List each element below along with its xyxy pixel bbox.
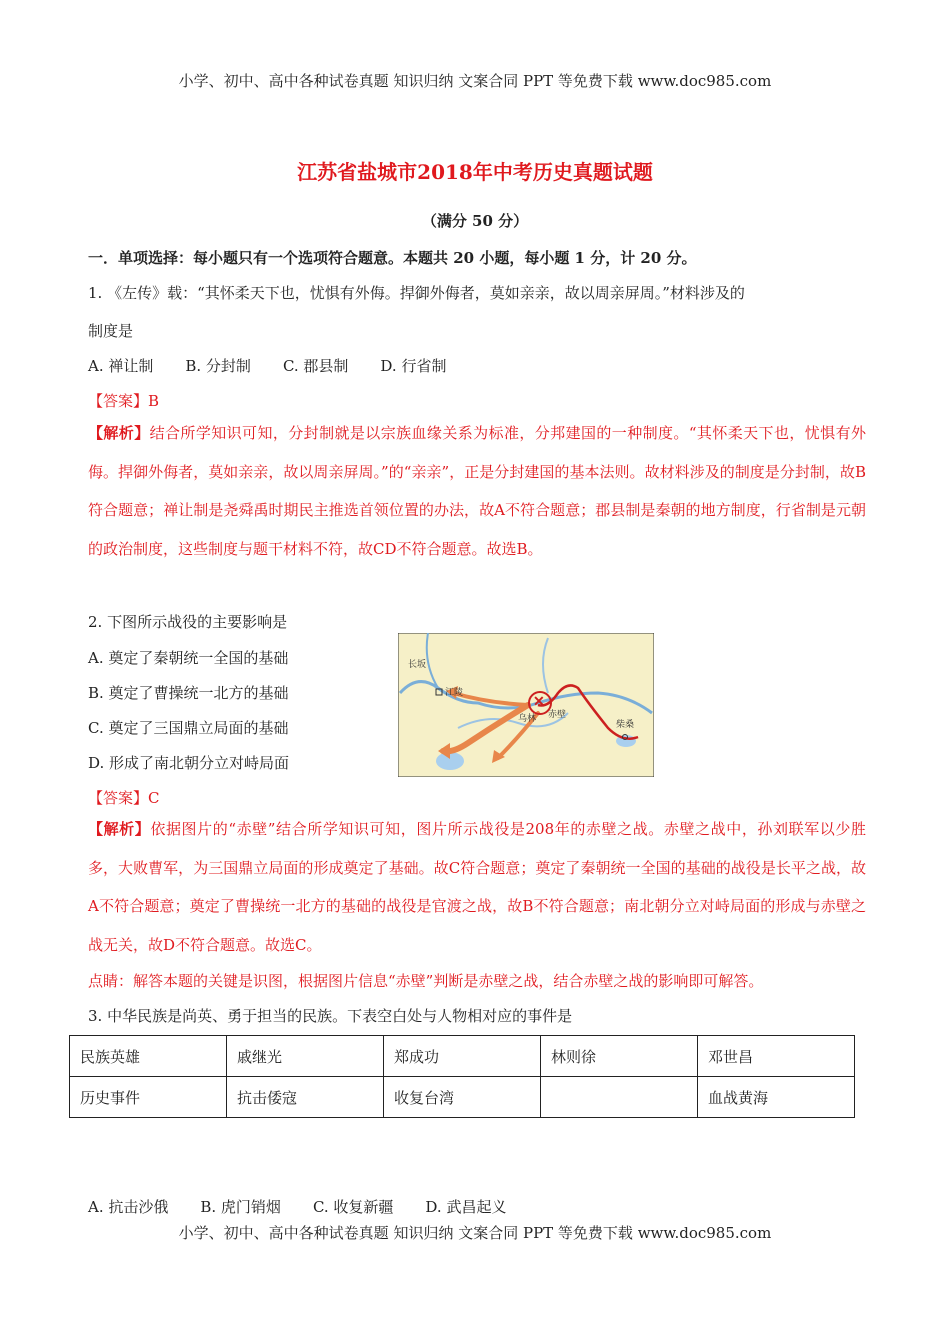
q3-option-c: C. 收复新疆 <box>312 1198 394 1216</box>
q1-option-b: B. 分封制 <box>185 357 251 375</box>
q1-option-d: D. 行省制 <box>380 357 447 375</box>
table-row <box>70 1077 855 1118</box>
battle-x-icon: ✕ <box>533 694 545 710</box>
table-cell: 林则徐 <box>541 1036 698 1077</box>
q1-option-a: A. 禅让制 <box>88 357 154 375</box>
table-cell: 血战黄海 <box>698 1077 855 1118</box>
heroes-table <box>69 1035 855 1118</box>
table-row <box>70 1036 855 1077</box>
table-cell: 邓世昌 <box>698 1036 855 1077</box>
q2-answer: 【答案】C <box>88 789 160 807</box>
map-label-chaisang: 柴桑 <box>616 720 635 730</box>
section-heading: 一．单项选择：每小题只有一个选项符合题意。本题共 20 小题，每小题 1 分，计 20 分。 <box>88 249 697 267</box>
table-cell: 收复台湾 <box>384 1077 541 1118</box>
q2-option-b: B. 奠定了曹操统一北方的基础 <box>88 684 289 702</box>
q3-stem: 3. 中华民族是尚英、勇于担当的民族。下表空白处与人物相对应的事件是 <box>88 1007 573 1025</box>
q3-option-d: D. 武昌起义 <box>425 1198 507 1216</box>
map-label-changban: 长坂 <box>408 660 427 670</box>
table-cell: 郑成功 <box>384 1036 541 1077</box>
q2-analysis-label: 【解析】 <box>88 820 151 838</box>
page-footer: 小学、初中、高中各种试卷真题 知识归纳 文案合同 PPT 等免费下载 www.doc985.com <box>178 1224 772 1242</box>
q2-stem: 2. 下图所示战役的主要影响是 <box>88 613 288 631</box>
q1-stem-line2: 制度是 <box>88 322 134 340</box>
table-cell: 民族英雄 <box>70 1036 227 1077</box>
q2-analysis-text: 依据图片的“赤壁”结合所学知识可知，图片所示战役是208年的赤壁之战。赤壁之战中，孙刘联军以少胜多，大败曹军，为三国鼎立局面的形成奠定了基础。故C符合题意；奠定了秦朝统一全国的基础的战役是长平之战，故A不符合题意；奠定了曹操统一北方的基础的战役是官渡之战，故B不符合题意；南北朝分立对峙局面的形成与赤壁之战无关，故D不符合题意。故选C。 <box>88 820 866 954</box>
map-label-chibi: 赤壁 <box>548 710 567 720</box>
map-label-wulin: 乌林 <box>518 714 537 724</box>
q3-option-b: B. 虎门销烟 <box>200 1198 281 1216</box>
score-note: （满分 50 分） <box>421 212 529 230</box>
table-cell: 抗击倭寇 <box>227 1077 384 1118</box>
q1-option-c: C. 郡县制 <box>282 357 349 375</box>
q1-analysis <box>88 414 866 568</box>
q3-option-a: A. 抗击沙俄 <box>88 1198 169 1216</box>
page-title: 江苏省盐城市2018年中考历史真题试题 <box>297 160 653 184</box>
battle-map <box>398 633 654 777</box>
table-cell: 历史事件 <box>70 1077 227 1118</box>
q1-options <box>88 355 478 376</box>
table-cell: 戚继光 <box>227 1036 384 1077</box>
q2-option-d: D. 形成了南北朝分立对峙局面 <box>88 754 290 772</box>
q2-option-c: C. 奠定了三国鼎立局面的基础 <box>88 719 289 737</box>
map-label-jiangling: 江陵 <box>445 688 464 698</box>
q2-tip: 点睛：解答本题的关键是识图，根据图片信息“赤壁”判断是赤壁之战，结合赤壁之战的影响即可解答。 <box>88 972 764 990</box>
q2-analysis <box>88 810 866 964</box>
q1-analysis-label: 【解析】 <box>88 424 150 442</box>
q2-option-a: A. 奠定了秦朝统一全国的基础 <box>88 649 289 667</box>
q1-analysis-text: 结合所学知识可知，分封制就是以宗族血缘关系为标准，分邦建国的一种制度。“其怀柔天下也，忧惧有外侮。捍御外侮者，莫如亲亲，故以周亲屏周。”的“亲亲”，正是分封建国的基本法则。故材料涉及的制度是分封制，故B符合题意；禅让制是尧舜禹时期民主推选首领位置的办法，故A不符合题意；郡县制是秦朝的地方制度，行省制是元朝的政治制度，这些制度与题干材料不符，故CD不符合题意。故选B。 <box>88 424 866 558</box>
table-cell-blank <box>541 1077 698 1118</box>
page-header: 小学、初中、高中各种试卷真题 知识归纳 文案合同 PPT 等免费下载 www.doc985.com <box>178 72 772 90</box>
q3-options <box>88 1196 538 1217</box>
q1-stem-line1: 1. 《左传》载：“其怀柔天下也，忧惧有外侮。捍御外侮者，莫如亲亲，故以周亲屏周。”材料涉及的 <box>88 284 745 302</box>
q1-answer: 【答案】B <box>88 392 160 410</box>
